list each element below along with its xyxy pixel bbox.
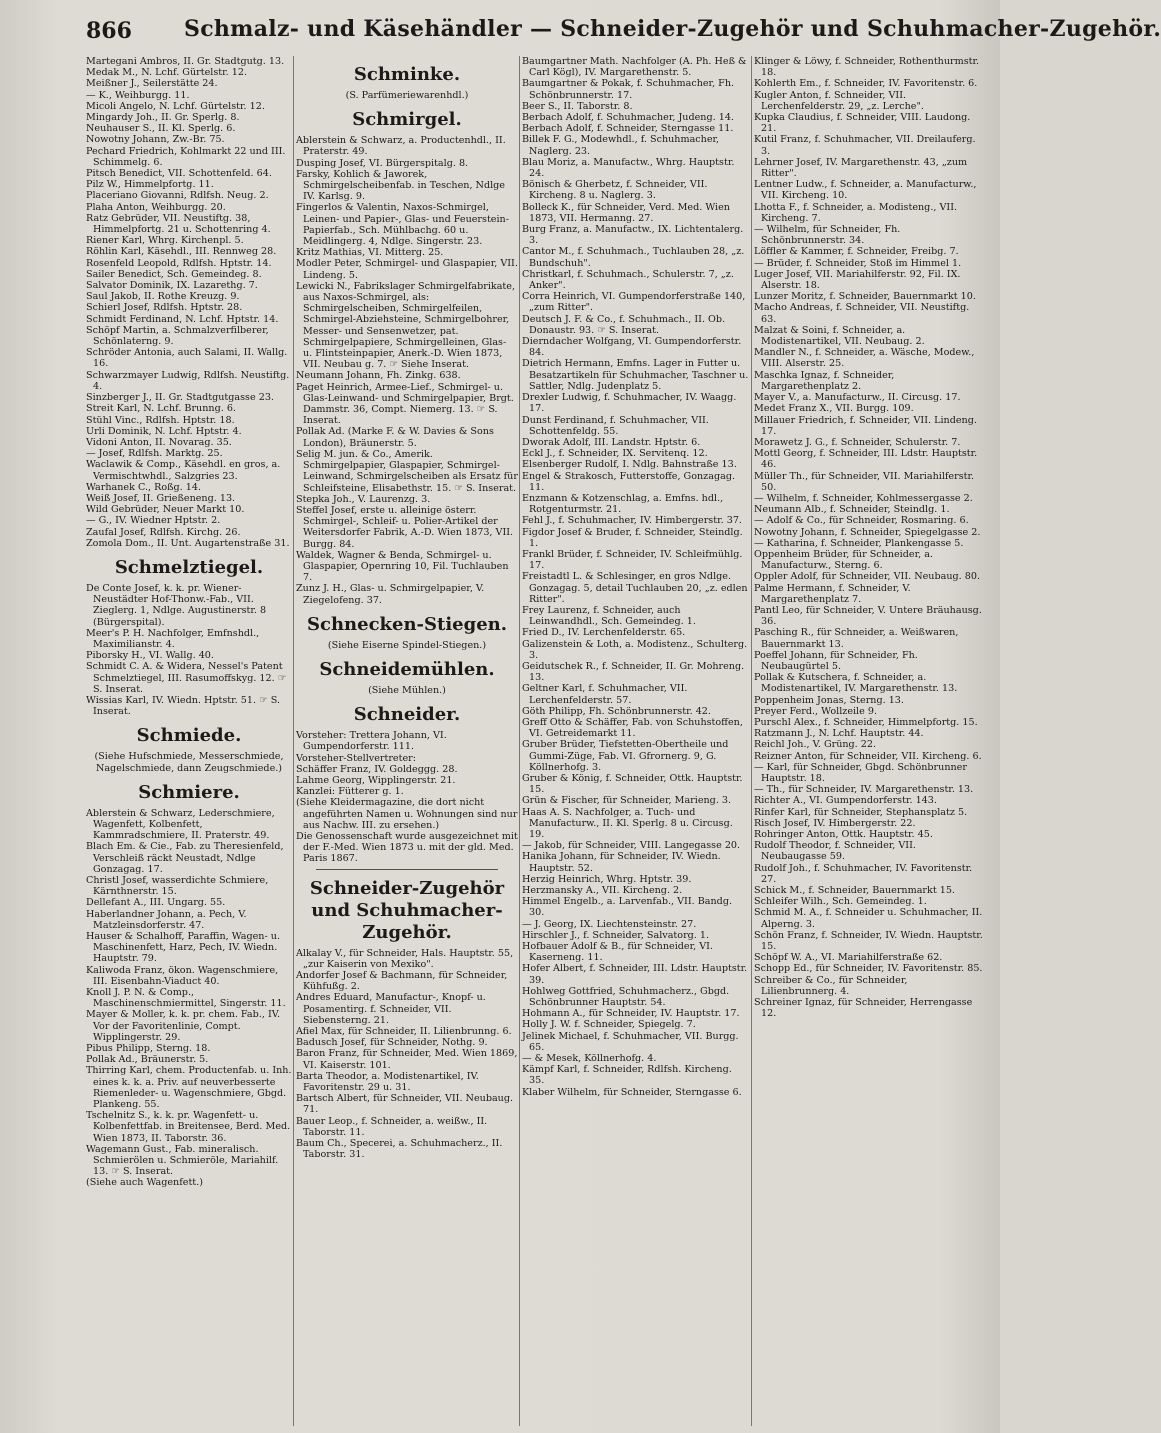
directory-entry: Vidoni Anton, II. Novarag. 35. — [86, 436, 232, 448]
directory-entry: Gruber & König, f. Schneider, Ottk. Hauptstr. 15. — [522, 773, 743, 796]
directory-entry: — Josef, Rdlfsh. Marktg. 25. — [86, 448, 223, 460]
directory-entry: Klaber Wilhelm, für Schneider, Sterngasse 6. — [522, 1086, 742, 1098]
directory-entry: Meer's P. H. Nachfolger, Emfnshdl., Maximilianstr. 4. — [86, 627, 260, 650]
directory-entry: Blach Em. & Cie., Fab. zu Theresienfeld, Verschleiß räckt Neustadt, Ndlge Gonzagag. 17. — [86, 841, 284, 875]
directory-entry: Dusping Josef, VI. Bürgerspitalg. 8. — [296, 157, 469, 169]
directory-entry: Rinfer Karl, für Schneider, Stephansplatz 5. — [754, 806, 968, 818]
directory-entry: Baron Franz, für Schneider, Med. Wien 1869, VI. Kaiserstr. 101. — [296, 1048, 518, 1071]
directory-entry: Kohlerth Em., f. Schneider, IV. Favoritenstr. 6. — [754, 78, 978, 90]
directory-entry: Fingerlos & Valentin, Naxos-Schmirgel, Leinen- und Papier-, Glas- und Feuerstein-Papierfab., Sch. Mühlbachg. 60 u. Meidlingerg. 4, Ndlge. Singerstr. 23. — [296, 202, 509, 248]
directory-entry: Schopp Ed., für Schneider, IV. Favoritenstr. 85. — [754, 963, 983, 975]
directory-entry: Waldek, Wagner & Benda, Schmirgel- u. Glaspapier, Opernring 10, Fil. Tuchlauben 7. — [296, 549, 509, 584]
directory-entry: Müller Th., für Schneider, VII. Mariahilferstr. 50. — [754, 470, 975, 493]
directory-entry: — K., Weihburgg. 11. — [86, 89, 190, 101]
directory-entry: Drexler Ludwig, f. Schuhmacher, IV. Waagg. 17. — [522, 392, 737, 415]
directory-entry: Schröder Antonia, auch Salami, II. Wallg. 16. — [86, 347, 288, 370]
directory-entry: Nowotny Johann, f. Schneider, Spiegelgasse 2. — [754, 526, 981, 538]
directory-entry: Poeffel Johann, für Schneider, Fh. Neubaugürtel 5. — [754, 649, 918, 672]
directory-entry: Pollak Ad. (Marke F. & W. Davies & Sons London), Bräunerstr. 5. — [296, 426, 494, 449]
directory-entry: Pechard Friedrich, Kohlmarkt 22 und III. Schimmelg. 6. — [86, 145, 286, 168]
section-note-schmiede: (Siehe Hufschmiede, Messerschmiede, Nagelschmiede, dann Zeugschmiede.) — [94, 751, 284, 774]
entries-schmirgel — [296, 135, 518, 606]
directory-entry: Hofbauer Adolf & B., für Schneider, VI. Kaserneng. 11. — [522, 941, 713, 964]
directory-entry: Knoll J. P. N. & Comp., Maschinenschmiermittel, Singerstr. 11. — [86, 987, 286, 1010]
directory-entry: Schierl Josef, Rdlfsh. Hptstr. 28. — [86, 302, 243, 314]
directory-entry: Neumann Johann, Fh. Zinkg. 638. — [296, 370, 461, 382]
directory-entry: Ratz Gebrüder, VII. Neustiftg. 38, Himmelpfortg. 21 u. Schottenring 4. — [86, 212, 271, 236]
directory-entry: Dunst Ferdinand, f. Schuhmacher, VII. Schottenfeldg. 55. — [522, 414, 709, 437]
directory-entry: Pibus Philipp, Sterng. 18. — [86, 1043, 211, 1055]
directory-entry: Deutsch J. F. & Co., f. Schuhmach., II. Ob. Donaustr. 93. ☞ S. Inserat. — [522, 313, 726, 336]
column-4 — [754, 56, 984, 1426]
directory-entry: Kämpf Karl, f. Schneider, Rdlfsh. Kircheng. 35. — [522, 1064, 732, 1087]
section-heading-schmiere: Schmiere. — [138, 781, 240, 803]
directory-entry: Engel & Strakosch, Futterstoffe, Gonzagag. 11. — [522, 470, 736, 493]
directory-entry: Dellefant A., III. Ungarg. 55. — [86, 897, 226, 909]
column-2 — [296, 56, 518, 1426]
directory-entry: Riener Karl, Whrg. Kirchenpl. 5. — [86, 235, 244, 247]
directory-entry: Mayer & Moller, k. k. pr. chem. Fab., IV. Vor der Favoritenlinie, Compt. Wipplingerstr. 29. — [86, 1009, 281, 1043]
directory-entry: Stühl Vinc., Rdlfsh. Hptstr. 18. — [86, 414, 235, 426]
directory-entry: Rudolf Joh., f. Schuhmacher, IV. Favoritenstr. 27. — [754, 862, 973, 885]
directory-entry: Tschelnitz S., k. k. pr. Wagenfett- u. Kolbenfettfab. in Breitensee, Berd. Med. Wien 1873, II. Taborstr. 36. — [86, 1110, 291, 1144]
directory-entry: Richter A., VI. Gumpendorferstr. 143. — [754, 795, 937, 807]
directory-entry: Luger Josef, VII. Mariahilferstr. 92, Fil. IX. Alserstr. 18. — [754, 268, 961, 292]
directory-entry: Greff Otto & Schäffer, Fab. von Schuhstoffen, VI. Getreidemarkt 11. — [522, 716, 743, 740]
directory-entry: Piborsky H., VI. Wallg. 40. — [86, 650, 214, 662]
directory-entry: Kutil Franz, f. Schuhmacher, VII. Dreilauferg. 3. — [754, 134, 976, 157]
directory-entry: Lhotta F., f. Schneider, a. Modisteng., VII. Kircheng. 7. — [754, 201, 958, 224]
directory-entry: Pollak & Kutschera, f. Schneider, a. Modistenartikel, IV. Margarethenstr. 13. — [754, 672, 958, 695]
directory-entry: Neumann Alb., f. Schneider, Steindlg. 1. — [754, 504, 950, 516]
directory-entry: — G., IV. Wiedner Hptstr. 2. — [86, 515, 221, 527]
directory-entry: Pilz W., Himmelpfortg. 11. — [86, 179, 214, 191]
column-3 — [522, 56, 750, 1426]
directory-entry: Schmidt Ferdinand, N. Lchf. Hptstr. 14. — [86, 313, 279, 325]
directory-entry: Baumgartner Math. Nachfolger (A. Ph. Heß & Carl Kögl), IV. Margarethenstr. 5. — [522, 56, 747, 79]
directory-entry: Alkalay V., für Schneider, Hals. Hauptstr. 55, „zur Kaiserin von Mexiko". — [296, 947, 514, 970]
directory-entry: Oppler Adolf, für Schneider, VII. Neubaug. 80. — [754, 571, 981, 583]
directory-entry: Steffel Josef, erste u. alleinige österr. Schmirgel-, Schleif- u. Polier-Artikel der Weitersdorfer Fabrik, A.-D. Wien 1873, VII. Burgg. 84. — [296, 504, 514, 550]
directory-entry: Medak M., N. Lchf. Gürtelstr. 12. — [86, 67, 248, 79]
directory-entry: Nowotny Johann, Zw.-Br. 75. — [86, 134, 225, 146]
directory-entry: Enzmann & Kotzenschlag, a. Emfns. hdl., Rotgenturmstr. 21. — [522, 492, 724, 516]
directory-entry: Pitsch Benedict, VII. Schottenfeld. 64. — [86, 168, 272, 180]
section-heading-schmirgel: Schmirgel. — [352, 109, 462, 131]
entries-zugehoer-continued-2 — [754, 56, 984, 1019]
directory-entry: Hanika Johann, für Schneider, IV. Wiedn. Hauptstr. 52. — [522, 851, 721, 874]
directory-entry: Micoli Angelo, N. Lchf. Gürtelstr. 12. — [86, 100, 265, 112]
section-note-schnecken-stiegen: (Siehe Eiserne Spindel-Stiegen.) — [327, 639, 487, 651]
column-divider — [293, 56, 294, 1426]
directory-entry: Wagemann Gust., Fab. mineralisch. Schmierölen u. Schmieröle, Mariahilf. 13. ☞ S. Inserat. — [86, 1143, 279, 1178]
section-heading-schnecken-stiegen: Schnecken-Stiegen. — [306, 613, 508, 635]
directory-entry: Beer S., II. Taborstr. 8. — [522, 100, 633, 112]
directory-entry: Bolleck K., für Schneider, Verd. Med. Wien 1873, VII. Hermanng. 27. — [522, 201, 730, 224]
directory-entry: Andres Eduard, Manufactur-, Knopf- u. Posamentirg. f. Schneider, VII. Siebensterng. 21. — [296, 992, 486, 1026]
directory-entry: Hohlweg Gottfried, Schuhmacherz., Gbgd. Schönbrunner Hauptstr. 54. — [522, 985, 730, 1009]
directory-entry: Thirring Karl, chem. Productenfab. u. Inh. eines k. k. a. Priv. auf neuverbesserte Riemenleder- u. Wagenschmiere, Gbgd. Plankeng. 55. — [86, 1065, 292, 1111]
directory-entry: Schöpf W. A., VI. Mariahilferstraße 62. — [754, 952, 943, 964]
directory-entry: Geltner Karl, f. Schuhmacher, VII. Lerchenfelderstr. 57. — [522, 683, 688, 706]
directory-entry: Galizenstein & Loth, a. Modistenz., Schulterg. 3. — [522, 638, 748, 661]
directory-entry: Sinzberger J., II. Gr. Stadtgutgasse 23. — [86, 392, 274, 404]
directory-entry: Streit Karl, N. Lchf. Brunng. 6. — [86, 403, 236, 415]
directory-entry: Berbach Adolf, f. Schuhmacher, Judeng. 14. — [522, 112, 734, 124]
directory-entry: Selig M. jun. & Co., Amerik. Schmirgelpapier, Glaspapier, Schmirgel-Leinwand, Schmirgelscheiben als Ersatz für Schleifsteine, Elisabethstr. 15. ☞ S. Inserat. — [296, 448, 518, 494]
directory-entry: Schmidt C. A. & Widera, Nessel's Patent Schmelztiegel, III. Rasumoffskyg. 12. ☞ S. Inserat. — [86, 661, 287, 695]
directory-entry: Holly J. W. f. Schneider, Spiegelg. 7. — [522, 1019, 696, 1031]
directory-entry: Pollak Ad., Bräunerstr. 5. — [86, 1054, 209, 1066]
directory-entry: Warhanek C., Roßg. 14. — [86, 481, 202, 493]
directory-entry: Baumgartner & Pokak, f. Schuhmacher, Fh. Schönbrunnerstr. 17. — [522, 78, 735, 101]
entries-schneider — [296, 730, 518, 864]
directory-entry: Eckl J., f. Schneider, IX. Servitenq. 12. — [522, 448, 708, 460]
directory-entry: Lunzer Moritz, f. Schneider, Bauernmarkt 10. — [754, 291, 976, 303]
directory-entry: Röhlin Karl, Käsehdl., III. Rennweg 28. — [86, 246, 277, 258]
directory-entry: — Wilhelm, f. Schneider, Kohlmessergasse 2. — [754, 492, 973, 504]
directory-entry: — Jakob, für Schneider, VIII. Langegasse 20. — [522, 840, 741, 852]
directory-entry: Burg Franz, a. Manufactw., IX. Lichtentalerg. 3. — [522, 224, 744, 247]
directory-entry: Rosenfeld Leopold, Rdlfsh. Hptstr. 14. — [86, 257, 272, 269]
directory-entry: Elsenberger Rudolf, I. Ndlg. Bahnstraße 13. — [522, 459, 737, 471]
directory-entry: Waclawik & Comp., Käsehdl. en gros, a. Vermischtwhdl., Salzgries 23. — [86, 459, 281, 482]
directory-entry: Bauer Leop., f. Schneider, a. weißw., II. Taborstr. 11. — [296, 1115, 488, 1138]
directory-entry: Farsky, Kohlich & Jaworek, Schmirgelscheibenfab. in Teschen, Ndlge IV. Karlsg. 9. — [296, 168, 505, 203]
directory-entry: Hofer Albert, f. Schneider, III. Ldstr. Hauptstr. 39. — [522, 963, 748, 986]
directory-entry: Palme Hermann, f. Schneider, V. Margarethenplatz 7. — [754, 582, 911, 605]
directory-entry: Mayer V., a. Manufacturw., II. Circusg. 17. — [754, 392, 961, 404]
directory-entry: Vorsteher-Stellvertreter: — [296, 752, 416, 764]
directory-entry: Hohmann A., für Schneider, IV. Hauptstr. 17. — [522, 1008, 740, 1020]
directory-entry: Pantl Leo, für Schneider, V. Untere Bräuhausg. 36. — [754, 604, 982, 628]
directory-entry: Morawetz J. G., f. Schneider, Schulerstr. 7. — [754, 436, 961, 448]
directory-entry: Kritz Mathias, VI. Mitterg. 25. — [296, 247, 444, 259]
directory-entry: Purschl Alex., f. Schneider, Himmelpfortg. 15. — [754, 716, 978, 728]
directory-entry: Lahme Georg, Wipplingerstr. 21. — [296, 774, 456, 786]
directory-entry: Herzig Heinrich, Whrg. Hptstr. 39. — [522, 873, 692, 885]
page-number: 866 — [86, 18, 132, 44]
directory-entry: Himmel Engelb., a. Larvenfab., VII. Bandg. 30. — [522, 896, 733, 919]
directory-entry: — Karl, für Schneider, Gbgd. Schönbrunner Hauptstr. 18. — [754, 761, 967, 784]
directory-entry: Reizner Anton, für Schneider, VII. Kircheng. 6. — [754, 750, 982, 762]
directory-entry: Lehrner Josef, IV. Margarethenstr. 43, „zum Ritter". — [754, 156, 968, 180]
directory-entry: Neuhauser S., II. Kl. Sperlg. 6. — [86, 123, 236, 135]
directory-entry: Dietrich Hermann, Emfns. Lager in Futter u. Besatzartikeln für Schuhmacher, Taschner u. Sattler, Ndlg. Judenplatz 5. — [522, 358, 749, 392]
directory-entry: Fehl J., f. Schuhmacher, IV. Himbergerstr. 37. — [522, 515, 742, 527]
section-note-schminke: (S. Parfümeriewarenhdl.) — [345, 90, 469, 101]
section-note-schneidemuehlen: (Siehe Mühlen.) — [368, 684, 446, 696]
directory-entry: Mottl Georg, f. Schneider, III. Ldstr. Hauptstr. 46. — [754, 448, 978, 471]
directory-entry: Figdor Josef & Bruder, f. Schneider, Steindlg. 1. — [522, 526, 743, 549]
directory-entry: Jelinek Michael, f. Schuhmacher, VII. Burgg. 65. — [522, 1030, 739, 1053]
directory-entry: Mingardy Joh., II. Gr. Sperlg. 8. — [86, 112, 240, 124]
directory-entry: Kaliwoda Franz, ökon. Wagenschmiere, III. Eisenbahn-Viaduct 40. — [86, 964, 279, 987]
directory-entry: Christkarl, f. Schuhmach., Schulerstr. 7, „z. Anker". — [522, 268, 734, 292]
directory-entry: Rudolf Theodor, f. Schneider, VII. Neubaugasse 59. — [754, 840, 916, 863]
directory-entry: Berbach Adolf, f. Schneider, Sterngasse 11. — [522, 123, 734, 135]
directory-entry: Saul Jakob, II. Rothe Kreuzg. 9. — [86, 291, 240, 303]
entries-schmiere — [86, 808, 292, 1189]
directory-entry: Macho Andreas, f. Schneider, VII. Neustiftg. 63. — [754, 302, 970, 325]
directory-entry: Millauer Friedrich, f. Schneider, VII. Lindeng. 17. — [754, 414, 977, 437]
directory-entry: Bartsch Albert, für Schneider, VII. Neubaug. 71. — [296, 1093, 514, 1116]
directory-entry: Weiß Josef, II. Grießeneng. 13. — [86, 492, 236, 504]
directory-entry: Schäffer Franz, IV. Goldeggg. 28. — [296, 763, 458, 775]
directory-entry: Reichl Joh., V. Grüng. 22. — [754, 739, 877, 751]
directory-entry: Afiel Max, für Schneider, II. Lilienbrunng. 6. — [296, 1026, 512, 1037]
directory-entry: Meißner J., Seilerstätte 24. — [86, 78, 218, 90]
directory-entry: Schreiber & Co., für Schneider, Lilienbrunnerg. 4. — [754, 974, 908, 997]
directory-entry: Baum Ch., Specerei, a. Schuhmacherz., II. Taborstr. 31. — [296, 1138, 503, 1161]
column-divider — [751, 56, 752, 1426]
directory-entry: Modler Peter, Schmirgel- und Glaspapier, VII. Lindeng. 5. — [296, 258, 518, 281]
directory-entry: Zaufal Josef, Rdlfsh. Kirchg. 26. — [86, 526, 241, 538]
directory-entry: — Adolf & Co., für Schneider, Rosmaring. 6. — [754, 515, 969, 527]
section-heading-schmelztiegel: Schmelztiegel. — [114, 556, 264, 578]
entries-schneider-zugehoer — [296, 948, 518, 1161]
directory-entry: Vorsteher: Trettera Johann, VI. Gumpendorferstr. 111. — [296, 730, 447, 753]
directory-entry: Billek F. G., Modewhdl., f. Schuhmacher, Naglerg. 23. — [522, 134, 720, 157]
directory-entry: Ratzmann J., N. Lchf. Hauptstr. 44. — [754, 728, 924, 740]
directory-entry: Geidutschek R., f. Schneider, II. Gr. Mohreng. 13. — [522, 660, 745, 684]
directory-entry: Klinger & Löwy, f. Schneider, Rothenthurmstr. 18. — [754, 56, 980, 79]
section-heading-schmiede: Schmiede. — [136, 725, 242, 747]
directory-entry: Schmid M. A., f. Schneider u. Schuhmacher, II. Alperng. 3. — [754, 907, 983, 930]
directory-entry: Bönisch & Gherbetz, f. Schneider, VII. Kircheng. 8 u. Naglerg. 3. — [522, 179, 708, 202]
directory-entry: Freistadtl L. & Schlesinger, en gros Ndlge. Gonzagag. 5, detail Tuchlauben 20, „z. edlen Ritter". — [522, 571, 748, 605]
directory-entry: Löffler & Kammer, f. Schneider, Freibg. 7. — [754, 246, 959, 258]
directory-entry: Zunz J. H., Glas- u. Schmirgelpapier, V. Ziegelofeng. 37. — [296, 583, 485, 606]
directory-columns — [86, 56, 984, 1426]
directory-entry: Risch Josef, IV. Himbergerstr. 22. — [754, 817, 916, 829]
directory-entry: Poppenheim Jonas, Sterng. 13. — [754, 694, 904, 706]
directory-entry: Rohringer Anton, Ottk. Hauptstr. 45. — [754, 829, 933, 841]
running-title: Schmalz- und Käsehändler — Schneider-Zugehör und Schuhmacher-Zugehör. — [184, 16, 1161, 42]
directory-entry: Zomola Dom., II. Unt. Augartenstraße 31. — [86, 537, 290, 549]
directory-entry: Schleifer Wilh., Sch. Gemeindeg. 1. — [754, 896, 927, 908]
section-heading-schneider-zugehoer: Schneider-Zugehör und Schuhmacher-Zugehör. — [309, 877, 505, 943]
directory-entry: Hirschler J., f. Schneider, Salvatorg. 1. — [522, 929, 710, 941]
directory-entry: Hauser & Schalhoff, Paraffin, Wagen- u. Maschinenfett, Harz, Pech, IV. Wiedn. Hauptstr. 79. — [86, 931, 281, 965]
directory-entry: Placeriano Giovanni, Rdlfsh. Neug. 2. — [86, 190, 269, 202]
directory-entry: — J. Georg, IX. Liechtensteinstr. 27. — [522, 918, 697, 930]
directory-entry: (Siehe Kleidermagazine, die dort nicht angeführten Namen u. Wohnungen sind nur aus Nachw. III. zu ersehen.) — [296, 797, 518, 831]
directory-entry: Malzat & Soini, f. Schneider, a. Modistenartikel, VII. Neubaug. 2. — [754, 324, 925, 348]
directory-entry: Göth Philipp, Fh. Schönbrunnerstr. 42. — [522, 705, 711, 717]
entries-zugehoer-continued — [522, 56, 750, 1098]
directory-entry: Corra Heinrich, VI. Gumpendorferstraße 140, „zum Ritter". — [522, 291, 746, 314]
directory-entry: — Wilhelm, für Schneider, Fh. Schönbrunnerstr. 34. — [754, 224, 901, 247]
directory-entry: Paget Heinrich, Armee-Lief., Schmirgel- u. Glas-Leinwand- und Schmirgelpapier, Brgt. Dammstr. 36, Compt. Niemerg. 13. ☞ S. Inserat. — [296, 381, 514, 427]
directory-entry: Lentner Ludw., f. Schneider, a. Manufacturw., VII. Kircheng. 10. — [754, 179, 977, 202]
directory-entry: Schreiner Ignaz, für Schneider, Herrengasse 12. — [754, 997, 973, 1020]
directory-entry: Plaha Anton, Weihburgg. 20. — [86, 201, 226, 213]
directory-entry: Frey Laurenz, f. Schneider, auch Leinwandhdl., Sch. Gemeindeg. 1. — [522, 604, 696, 628]
directory-entry: Kugler Anton, f. Schneider, VII. Lerchenfelderstr. 29, „z. Lerche". — [754, 89, 924, 112]
directory-entry: Schöpf Martin, a. Schmalzverfilberer, Schönlaterng. 9. — [86, 324, 269, 348]
directory-entry: Gruber Brüder, Tiefstetten-Obertheile und Gummi-Züge, Fab. VI. Gfrornerg. 9, G. Köllnerhofg. 3. — [522, 739, 729, 773]
column-1 — [86, 56, 292, 1426]
directory-entry: Medet Franz X., VII. Burgg. 109. — [754, 403, 914, 415]
directory-entry: Kanzlei: Fütterer g. 1. — [296, 786, 404, 798]
directory-entry: Barta Theodor, a. Modistenartikel, IV. Favoritenstr. 29 u. 31. — [296, 1070, 479, 1094]
directory-entry: Ablerstein & Schwarz, a. Productenhdl., II. Praterstr. 49. — [296, 135, 506, 158]
directory-entry: — & Mesek, Köllnerhofg. 4. — [522, 1053, 657, 1065]
directory-entry: Ablerstein & Schwarz, Lederschmiere, Wagenfett, Kolbenfett, Kammradschmiere, II. Praterstr. 49. — [86, 807, 275, 842]
directory-entry: Schwarzmayer Ludwig, Rdlfsh. Neustiftg. 4. — [86, 369, 290, 392]
entries-kaesehaendler — [86, 56, 292, 549]
directory-entry: Die Genossenschaft wurde ausgezeichnet mit der F.-Med. Wien 1873 u. mit der gld. Med. Paris 1867. — [296, 830, 518, 865]
directory-entry: Pasching R., für Schneider, a. Weißwaren, Bauernmarkt 13. — [754, 627, 959, 650]
directory-entry: Salvator Dominik, IX. Lazarethg. 7. — [86, 280, 258, 292]
directory-entry: (Siehe auch Wagenfett.) — [86, 1177, 203, 1189]
directory-entry: De Conte Josef, k. k. pr. Wiener-Neustädter Hof-Thonw.-Fab., VII. Zieglerg. 1, Ndlge. Augustinerstr. 8 (Bürgerspital). — [86, 582, 267, 628]
directory-entry: Wissias Karl, IV. Wiedn. Hptstr. 51. ☞ S. Inserat. — [86, 694, 281, 718]
directory-entry: Grün & Fischer, für Schneider, Marieng. 3. — [522, 795, 732, 807]
directory-entry: Schick M., f. Schneider, Bauernmarkt 15. — [754, 885, 955, 897]
directory-entry: Fried D., IV. Lerchenfelderstr. 65. — [522, 627, 686, 639]
directory-entry: — Brüder, f. Schneider, Stoß im Himmel 1. — [754, 257, 962, 269]
directory-entry: Preyer Ferd., Wollzeile 9. — [754, 705, 878, 717]
entries-schmelztiegel — [86, 583, 292, 717]
directory-entry: Cantor M., f. Schuhmach., Tuchlauben 28, „z. Bundschuh". — [522, 246, 745, 269]
directory-entry: — Th., für Schneider, IV. Margarethenstr. 13. — [754, 784, 974, 796]
directory-entry: Blau Moriz, a. Manufactw., Whrg. Hauptstr. 24. — [522, 156, 735, 180]
directory-entry: Lewicki N., Fabrikslager Schmirgelfabrikate, aus Naxos-Schmirgel, als: Schmirgelscheiben, Schmirgelfeilen, Schmirgel-Abziehsteine, Schmirgelbohrer, Messer- und Sensenwetzer, pat. Schmirgelpapiere, Schmirgelleinen, Glas- u. Flintsteinpapier, Anerk.-D. Wien 1873, VII. Neubau g. 7. ☞ Siehe Inserat. — [296, 280, 516, 371]
section-heading-schneider: Schneider. — [353, 704, 461, 726]
directory-entry: Mandler N., f. Schneider, a. Wäsche, Modew., VIII. Alserstr. 25. — [754, 347, 975, 370]
directory-entry: Oppenheim Brüder, für Schneider, a. Manufacturw., Sterng. 6. — [754, 548, 933, 572]
directory-entry: Dworak Adolf, III. Landstr. Hptstr. 6. — [522, 436, 701, 448]
column-divider — [519, 56, 520, 1426]
section-heading-schneidemuehlen: Schneidemühlen. — [319, 658, 495, 680]
directory-entry: Schön Franz, f. Schneider, IV. Wiedn. Hauptstr. 15. — [754, 929, 983, 953]
directory-entry: Haberlandner Johann, a. Pech, V. Matzleinsdorferstr. 47. — [86, 908, 247, 931]
directory-entry: Herzmansky A., VII. Kircheng. 2. — [522, 885, 683, 897]
directory-entry: Frankl Brüder, f. Schneider, IV. Schleifmühlg. 17. — [522, 548, 743, 572]
directory-entry: Martegani Ambros, II. Gr. Stadtgutg. 13. — [86, 56, 285, 67]
directory-entry: Badusch Josef, für Schneider, Nothg. 9. — [296, 1037, 488, 1049]
directory-entry: Sailer Benedict, Sch. Gemeindeg. 8. — [86, 268, 262, 280]
directory-entry: Stepka Joh., V. Laurenzg. 3. — [296, 493, 431, 505]
directory-entry: Haas A. S. Nachfolger, a. Tuch- und Manufacturw., II. Kl. Sperlg. 8 u. Circusg. 19. — [522, 806, 733, 841]
directory-entry: Wild Gebrüder, Neuer Markt 10. — [86, 504, 245, 516]
directory-entry: — Katharina, f. Schneider, Plankengasse 5. — [754, 537, 964, 549]
directory-entry: Andorfer Josef & Bachmann, für Schneider, Kühfußg. 2. — [296, 969, 508, 993]
directory-entry: Maschka Ignaz, f. Schneider, Margarethenplatz 2. — [754, 369, 895, 392]
directory-entry: Christl Josef, wasserdichte Schmiere, Kärnthnerstr. 15. — [86, 875, 269, 898]
page-header — [64, 14, 1161, 48]
section-heading-schminke: Schminke. — [353, 64, 461, 85]
section-divider — [316, 869, 498, 870]
directory-entry: Urli Dominik, N. Lchf. Hptstr. 4. — [86, 425, 242, 437]
directory-entry: Dierndacher Wolfgang, VI. Gumpendorferstr. 84. — [522, 336, 742, 359]
directory-entry: Kupka Claudius, f. Schneider, VIII. Laudong. 21. — [754, 112, 971, 135]
